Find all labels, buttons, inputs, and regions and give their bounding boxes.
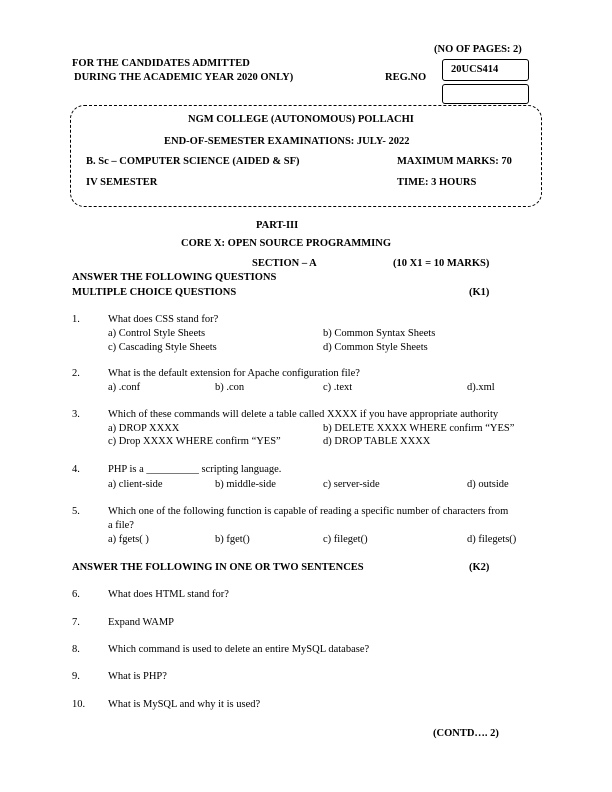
option-c: c) server-side [323, 479, 380, 490]
question-number: 7. [72, 617, 80, 628]
question-text: Expand WAMP [108, 617, 175, 628]
option-c: c) Cascading Style Sheets [108, 342, 217, 353]
part-label: PART-III [256, 220, 299, 231]
option-c: c) .text [323, 382, 353, 393]
candidates-line2: DURING THE ACADEMIC YEAR 2020 ONLY) [74, 72, 294, 83]
question-text: PHP is a __________ scripting language. [108, 464, 282, 475]
section-marks: (10 X1 = 10 MARKS) [393, 258, 490, 269]
continued-label: (CONTD…. 2) [433, 728, 499, 739]
course-name: B. Sc – COMPUTER SCIENCE (AIDED & SF) [86, 156, 300, 167]
question-number: 2. [72, 368, 80, 379]
k2-label: (K2) [469, 562, 490, 573]
instruction-answer: ANSWER THE FOLLOWING QUESTIONS [72, 272, 277, 283]
paper-title: CORE X: OPEN SOURCE PROGRAMMING [181, 238, 391, 249]
question-text: Which one of the following function is capable of reading a specific number of characters from [108, 506, 509, 517]
question-number: 1. [72, 314, 80, 325]
time: TIME: 3 HOURS [397, 177, 477, 188]
option-b: b) fget() [215, 534, 250, 545]
page-count: (NO OF PAGES: 2) [434, 44, 522, 55]
college-name: NGM COLLEGE (AUTONOMOUS) POLLACHI [188, 114, 414, 125]
option-a: a) Control Style Sheets [108, 328, 206, 339]
question-text: What is the default extension for Apache configuration file? [108, 368, 360, 379]
max-marks: MAXIMUM MARKS: 70 [397, 156, 512, 167]
option-b: b) .con [215, 382, 245, 393]
question-text: What is MySQL and why it is used? [108, 699, 261, 710]
section-label: SECTION – A [252, 258, 317, 269]
question-text: What is PHP? [108, 671, 167, 682]
question-text: Which command is used to delete an entire MySQL database? [108, 644, 370, 655]
question-number: 10. [72, 699, 86, 710]
instruction-short: ANSWER THE FOLLOWING IN ONE OR TWO SENTENCES [72, 562, 364, 573]
option-a: a) DROP XXXX [108, 423, 180, 434]
question-text: Which of these commands will delete a table called XXXX if you have appropriate authority [108, 409, 499, 420]
exam-title: END-OF-SEMESTER EXAMINATIONS: JULY- 2022 [164, 136, 410, 147]
subject-code-box [442, 59, 529, 81]
k1-label: (K1) [469, 287, 490, 298]
option-c: c) Drop XXXX WHERE confirm “YES” [108, 436, 281, 447]
question-text-cont: a file? [108, 520, 134, 531]
semester: IV SEMESTER [86, 177, 158, 188]
question-number: 5. [72, 506, 80, 517]
option-b: b) DELETE XXXX WHERE confirm “YES” [323, 423, 515, 434]
option-d: d) DROP TABLE XXXX [323, 436, 431, 447]
candidates-line1: FOR THE CANDIDATES ADMITTED [72, 58, 250, 69]
reg-no-label: REG.NO [385, 72, 427, 83]
option-d: d) Common Style Sheets [323, 342, 428, 353]
option-d: d).xml [467, 382, 495, 393]
option-d: d) outside [467, 479, 509, 490]
instruction-mcq: MULTIPLE CHOICE QUESTIONS [72, 287, 237, 298]
option-c: c) fileget() [323, 534, 368, 545]
option-b: b) middle-side [215, 479, 276, 490]
question-number: 4. [72, 464, 80, 475]
question-number: 8. [72, 644, 80, 655]
question-number: 9. [72, 671, 80, 682]
subject-code: 20UCS414 [451, 64, 499, 75]
reg-no-field[interactable] [442, 84, 529, 104]
option-a: a) .conf [108, 382, 141, 393]
question-number: 3. [72, 409, 80, 420]
option-b: b) Common Syntax Sheets [323, 328, 436, 339]
question-text: What does CSS stand for? [108, 314, 219, 325]
option-a: a) client-side [108, 479, 163, 490]
question-number: 6. [72, 589, 80, 600]
option-a: a) fgets( ) [108, 534, 149, 545]
question-text: What does HTML stand for? [108, 589, 229, 600]
option-d: d) filegets() [467, 534, 517, 545]
